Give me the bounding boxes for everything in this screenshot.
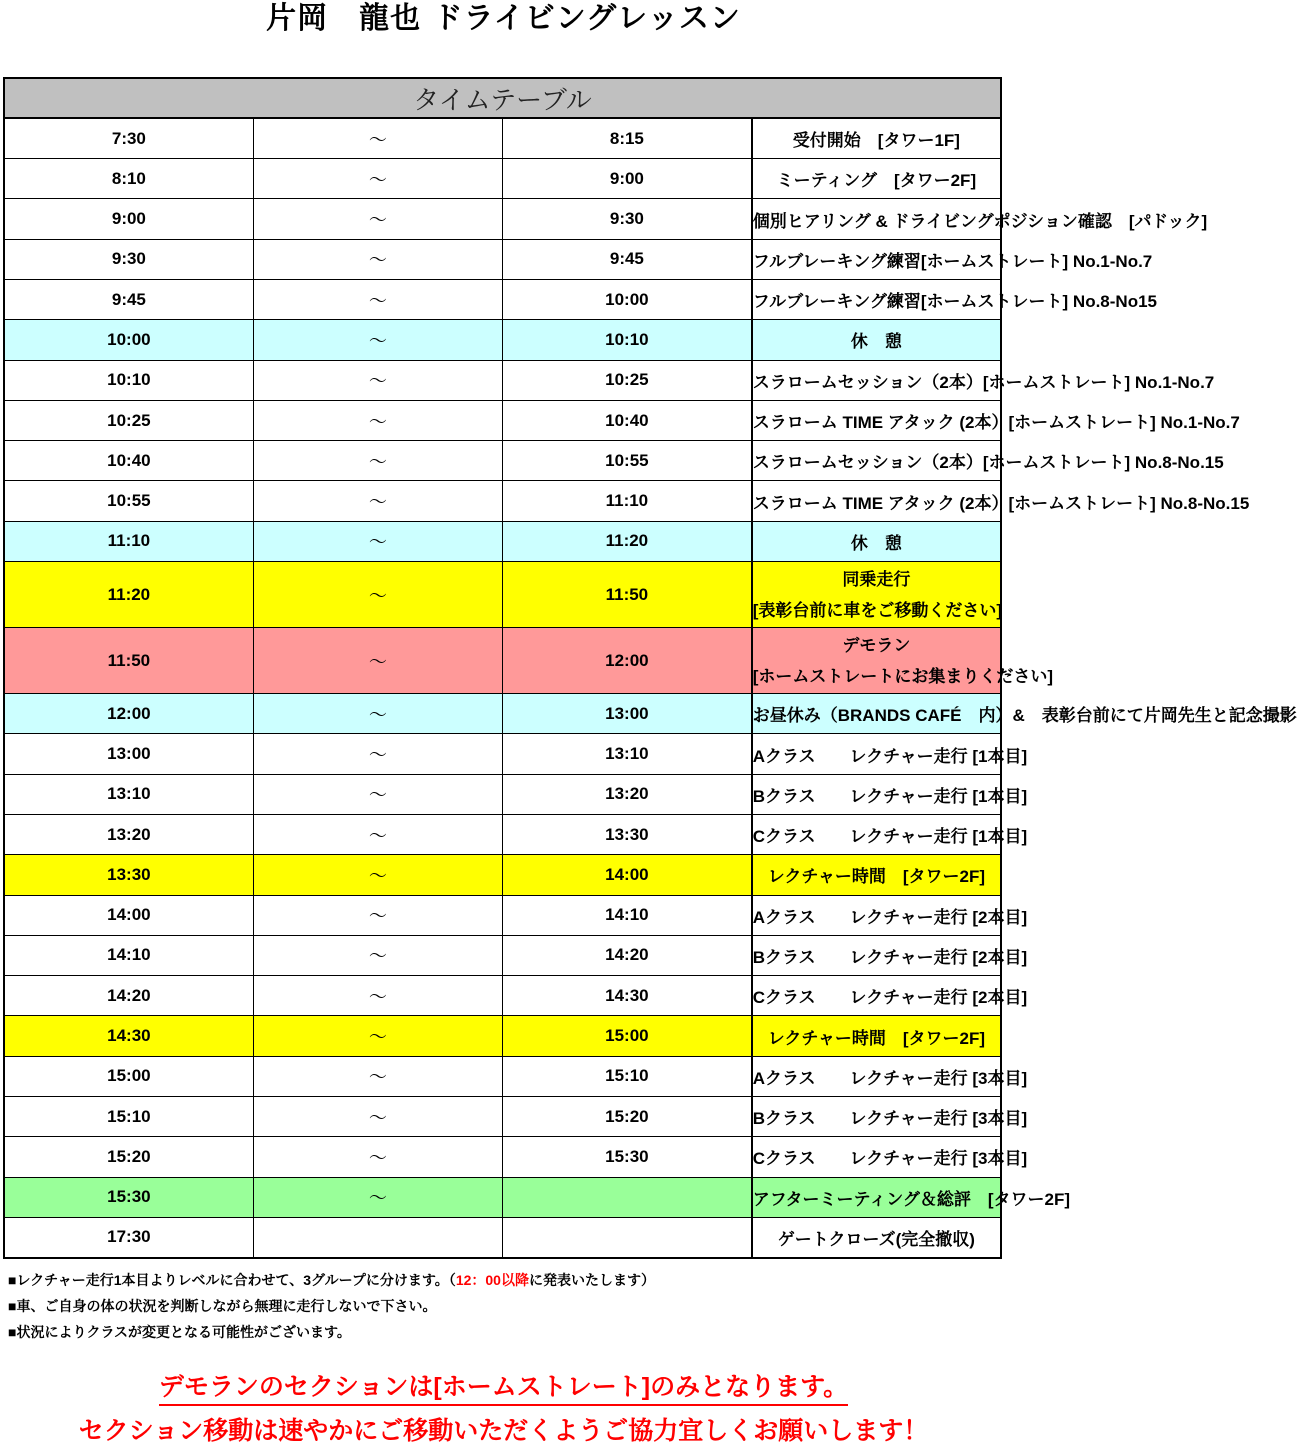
start-time: 9:30 (4, 239, 253, 279)
timetable-row (4, 1097, 1001, 1137)
activity: Aクラス レクチャー走行 [2本目] (752, 895, 1001, 935)
timetable-row (4, 360, 1001, 400)
time-separator: 〜 (253, 118, 502, 158)
end-time: 8:15 (503, 118, 752, 158)
timetable-row (4, 734, 1001, 774)
end-time: 12:00 (503, 628, 752, 694)
end-time: 11:20 (503, 521, 752, 561)
time-separator: 〜 (253, 521, 502, 561)
footer-notice (0, 1370, 1007, 1448)
start-time: 9:45 (4, 279, 253, 319)
page-title: 片岡 龍也 ドライビングレッスン (266, 1, 741, 36)
timetable-row (4, 1056, 1001, 1096)
start-time: 15:20 (4, 1137, 253, 1177)
start-time: 7:30 (4, 118, 253, 158)
activity: Cクラス レクチャー走行 [3本目] (752, 1137, 1001, 1177)
end-time: 10:40 (503, 400, 752, 440)
timetable-row (4, 1177, 1001, 1217)
start-time: 13:20 (4, 814, 253, 854)
time-separator: 〜 (253, 814, 502, 854)
activity-instruction: [表彰台前に車をご移動ください] (752, 600, 1003, 620)
activity-title: デモラン (842, 635, 911, 655)
activity: Aクラス レクチャー走行 [1本目] (752, 734, 1001, 774)
timetable-row (4, 118, 1001, 158)
time-separator: 〜 (253, 1056, 502, 1096)
timetable-row (4, 814, 1001, 854)
note-grouping-text-end: に発表いたします） (528, 1272, 655, 1288)
timetable-row (4, 279, 1001, 319)
activity: Cクラス レクチャー走行 [1本目] (752, 814, 1001, 854)
activity: レクチャー時間 [タワー2F] (752, 1016, 1001, 1056)
end-time: 15:30 (503, 1137, 752, 1177)
start-time: 13:00 (4, 734, 253, 774)
start-time: 10:10 (4, 360, 253, 400)
time-separator: 〜 (253, 976, 502, 1016)
end-time: 9:30 (503, 199, 752, 239)
time-separator: 〜 (253, 360, 502, 400)
timetable-row (4, 895, 1001, 935)
start-time: 11:20 (4, 562, 253, 628)
end-time: 13:30 (503, 814, 752, 854)
activity: レクチャー時間 [タワー2F] (752, 855, 1001, 895)
activity-title: 同乗走行 (842, 569, 911, 589)
time-separator: 〜 (253, 320, 502, 360)
time-separator: 〜 (253, 562, 502, 628)
timetable-row (4, 562, 1001, 628)
time-separator: 〜 (253, 1016, 502, 1056)
activity: ミーティング [タワー2F] (752, 159, 1001, 199)
start-time: 17:30 (4, 1217, 253, 1257)
start-time: 10:40 (4, 441, 253, 481)
time-separator: 〜 (253, 441, 502, 481)
note-grouping-time: 12：00以降 (455, 1272, 529, 1288)
start-time: 14:30 (4, 1016, 253, 1056)
activity: Cクラス レクチャー走行 [2本目] (752, 976, 1001, 1016)
note-grouping (8, 1267, 998, 1293)
timetable-row (4, 199, 1001, 239)
activity: 受付開始 [タワー1F] (752, 118, 1001, 158)
end-time: 9:45 (503, 239, 752, 279)
end-time: 9:00 (503, 159, 752, 199)
time-separator: 〜 (253, 481, 502, 521)
end-time: 13:10 (503, 734, 752, 774)
timetable-row (4, 628, 1001, 694)
time-separator: 〜 (253, 1137, 502, 1177)
timetable-row (4, 976, 1001, 1016)
timetable-row (4, 521, 1001, 561)
end-time: 15:10 (503, 1056, 752, 1096)
note-safety: ■車、ご自身の体の状況を判断しながら無理に走行しないで下さい。 (8, 1298, 437, 1314)
activity: スラローム TIME アタック (2本）[ホームストレート] No.1-No.7 (752, 400, 1001, 440)
timetable-row (4, 400, 1001, 440)
activity: フルブレーキング練習[ホームストレート] No.8-No15 (752, 279, 1001, 319)
activity: ゲートクローズ(完全撤収) (752, 1217, 1001, 1257)
time-separator: 〜 (253, 239, 502, 279)
start-time: 10:55 (4, 481, 253, 521)
time-separator: 〜 (253, 774, 502, 814)
start-time: 14:10 (4, 935, 253, 975)
activity: Bクラス レクチャー走行 [1本目] (752, 774, 1001, 814)
timetable-row (4, 1016, 1001, 1056)
activity: スラローム TIME アタック (2本）[ホームストレート] No.8-No.15 (752, 481, 1001, 521)
end-time: 14:00 (503, 855, 752, 895)
end-time: 13:20 (503, 774, 752, 814)
note-grouping-text: ■レクチャー走行1本目よりレベルに合わせて、3グループに分けます。（ (8, 1272, 456, 1288)
timetable-row (4, 1137, 1001, 1177)
timetable-row (4, 320, 1001, 360)
timetable-row (4, 935, 1001, 975)
end-time: 11:50 (503, 562, 752, 628)
timetable-row (4, 855, 1001, 895)
start-time: 13:30 (4, 855, 253, 895)
timetable-row (4, 481, 1001, 521)
time-separator: 〜 (253, 734, 502, 774)
start-time: 15:30 (4, 1177, 253, 1217)
time-separator: 〜 (253, 400, 502, 440)
start-time: 12:00 (4, 694, 253, 734)
time-separator: 〜 (253, 159, 502, 199)
time-separator: 〜 (253, 694, 502, 734)
end-time: 14:30 (503, 976, 752, 1016)
start-time: 15:10 (4, 1097, 253, 1137)
timetable (3, 77, 1297, 1259)
start-time: 15:00 (4, 1056, 253, 1096)
start-time: 10:00 (4, 320, 253, 360)
start-time: 11:50 (4, 628, 253, 694)
time-separator: 〜 (253, 628, 502, 694)
note-class-change: ■状況によりクラスが変更となる可能性がございます。 (8, 1324, 351, 1340)
activity: フルブレーキング練習[ホームストレート] No.1-No.7 (752, 239, 1001, 279)
activity: Bクラス レクチャー走行 [3本目] (752, 1097, 1001, 1137)
activity: スラロームセッション（2本）[ホームストレート] No.8-No.15 (752, 441, 1001, 481)
time-separator (253, 1217, 502, 1257)
time-separator: 〜 (253, 1097, 502, 1137)
end-time: 10:00 (503, 279, 752, 319)
footer-notice-line2: セクション移動は速やかにご移動いただくようご協力宜しくお願いします！ (78, 1417, 929, 1445)
activity: Aクラス レクチャー走行 [3本目] (752, 1056, 1001, 1096)
start-time: 8:10 (4, 159, 253, 199)
time-separator: 〜 (253, 855, 502, 895)
timetable-row (4, 239, 1001, 279)
time-separator: 〜 (253, 1177, 502, 1217)
time-separator: 〜 (253, 199, 502, 239)
end-time (503, 1217, 752, 1257)
end-time: 10:55 (503, 441, 752, 481)
activity-instruction: [ホームストレートにお集まりください] (752, 666, 1054, 686)
activity: 休 憩 (752, 320, 1001, 360)
activity (752, 628, 1054, 694)
start-time: 9:00 (4, 199, 253, 239)
end-time (503, 1177, 752, 1217)
activity: 休 憩 (752, 521, 1001, 561)
timetable-body (4, 118, 1297, 1257)
end-time: 15:20 (503, 1097, 752, 1137)
end-time: 14:20 (503, 935, 752, 975)
timetable-row (4, 441, 1001, 481)
end-time: 10:25 (503, 360, 752, 400)
start-time: 14:00 (4, 895, 253, 935)
timetable-row (4, 159, 1001, 199)
timetable-row (4, 774, 1001, 814)
end-time: 10:10 (503, 320, 752, 360)
activity: スラロームセッション（2本）[ホームストレート] No.1-No.7 (752, 360, 1001, 400)
footer-notice-line1: デモランのセクションは[ホームストレート]のみとなります。 (159, 1370, 848, 1406)
time-separator: 〜 (253, 895, 502, 935)
start-time: 13:10 (4, 774, 253, 814)
activity: お昼休み（BRANDS CAFÉ 内）& 表彰台前にて片岡先生と記念撮影 (752, 694, 1001, 734)
activity: 個別ヒアリング & ドライビングポジション確認 [パドック] (752, 199, 1001, 239)
timetable-row (4, 1217, 1001, 1257)
activity (752, 562, 1001, 628)
end-time: 13:00 (503, 694, 752, 734)
timetable-row (4, 694, 1001, 734)
start-time: 10:25 (4, 400, 253, 440)
end-time: 11:10 (503, 481, 752, 521)
time-separator: 〜 (253, 935, 502, 975)
start-time: 11:10 (4, 521, 253, 561)
notes (8, 1267, 998, 1345)
time-separator: 〜 (253, 279, 502, 319)
end-time: 14:10 (503, 895, 752, 935)
timetable-header: タイムテーブル (4, 78, 1001, 118)
end-time: 15:00 (503, 1016, 752, 1056)
activity: アフターミーティング＆総評 [タワー2F] (752, 1177, 1001, 1217)
activity: Bクラス レクチャー走行 [2本目] (752, 935, 1001, 975)
start-time: 14:20 (4, 976, 253, 1016)
